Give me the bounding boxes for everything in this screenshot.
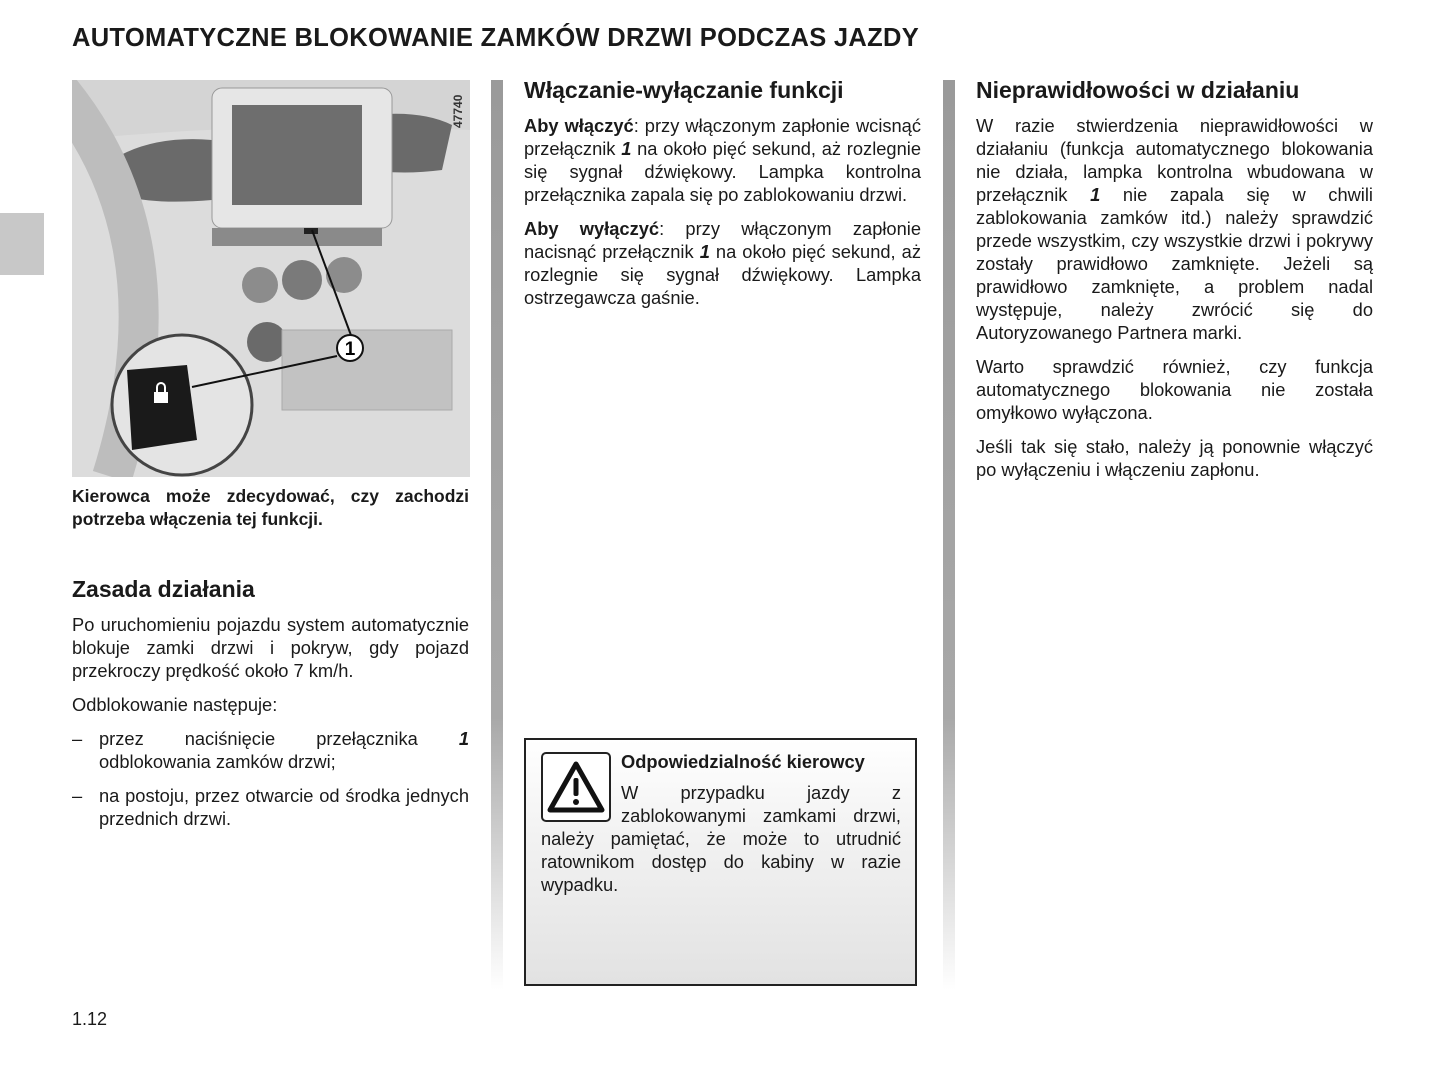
- figure-caption: Kierowca może zdecydować, czy zachodzi potrzeba włączenia tej funkcji.: [72, 486, 469, 529]
- unlock-methods-list: [72, 727, 469, 830]
- warning-body: W przypadku jazdy z zablokowanymi zamkami drzwi, należy pamiętać, że może to utrudnić ratownikom dostęp do kabiny w razie wypadku.: [541, 782, 901, 895]
- paragraph: W razie stwierdzenia nieprawidłowości w działaniu (funkcja automatycznego blokowania nie działa, lampka kontrolna wbudowana w przełącznik 1 nie zapala się w chwili zablokowania zamków itd.) należy sprawdzić przede wszystkim, czy wszystkie drzwi i pokrywy zostały prawidłowo zamknięte. Jeżeli są prawidłowo zamknięte, a problem nadal występuje, należy zwrócić się do Autoryzowanego Partnera marki.: [976, 115, 1373, 343]
- warning-box: [524, 738, 917, 986]
- warning-title: Odpowiedzialność kierowcy: [621, 751, 865, 772]
- page-number: 1.12: [72, 1009, 108, 1029]
- list-item: – na postoju, przez otwarcie od środka jednych przednich drzwi.: [72, 785, 469, 829]
- dashboard-illustration: [72, 80, 470, 477]
- warning-triangle-icon: [541, 752, 611, 822]
- section-tab: [0, 213, 44, 275]
- section-heading: Włączanie-wyłączanie funkcji: [524, 77, 844, 103]
- paragraph: Odblokowanie następuje:: [72, 694, 278, 715]
- paragraph: Po uruchomieniu pojazdu system automatycznie blokuje zamki drzwi i pokryw, gdy pojazd przekroczy prędkość około 7 km/h.: [72, 614, 469, 681]
- column-divider: [491, 80, 503, 990]
- section-heading: Nieprawidłowości w działaniu: [976, 77, 1300, 103]
- list-item: – przez naciśnięcie przełącznika 1 odblokowania zamków drzwi;: [72, 728, 469, 772]
- page-title: AUTOMATYCZNE BLOKOWANIE ZAMKÓW DRZWI PODCZAS JAZDY: [72, 24, 920, 52]
- section-heading: Zasada działania: [72, 576, 255, 602]
- callout-label: 1: [344, 339, 356, 360]
- paragraph: Jeśli tak się stało, należy ją ponownie włączyć po wyłączeniu i włączeniu zapłonu.: [976, 436, 1373, 480]
- figure-reference-number: 47740: [451, 94, 465, 128]
- paragraph-enable: Aby włączyć: przy włączonym zapłonie wcisnąć przełącznik 1 na około pięć sekund, aż rozlegnie się sygnał dźwiękowy. Lampka kontrolna przełącznika zapala się po zablokowaniu drzwi.: [524, 115, 921, 205]
- paragraph-disable: Aby wyłączyć: przy włączonym zapłonie nacisnąć przełącznik 1 na około pięć sekund, aż rozlegnie się sygnał dźwiękowy. Lampka ostrzegawcza gaśnie.: [524, 218, 921, 308]
- column-divider: [943, 80, 955, 990]
- paragraph: Warto sprawdzić również, czy funkcja automatycznego blokowania nie została omyłkowo wyłączona.: [976, 356, 1373, 423]
